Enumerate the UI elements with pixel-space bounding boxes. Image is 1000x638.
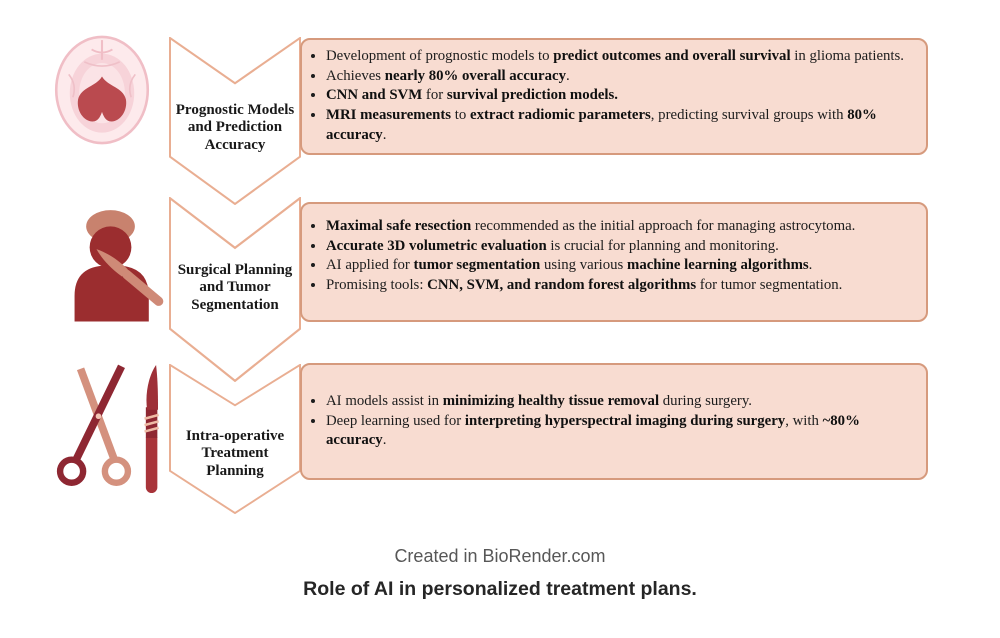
section-label-intraoperative: Intra-operative Treatment Planning: [185, 428, 285, 479]
bullet-list: [302, 47, 926, 145]
info-box-surgical: [300, 202, 928, 322]
bullet-item: • Promising tools: CNN, SVM, and random forest algorithms for tumor segmentation.: [326, 276, 916, 296]
bullet-item: • Achieves nearly 80% overall accuracy.: [326, 67, 916, 87]
bullet-item: • AI models assist in minimizing healthy tissue removal during surgery.: [326, 392, 916, 412]
bullet-item: • MRI measurements to extract radiomic parameters, predicting survival groups with 80% accuracy.: [326, 106, 916, 145]
bullet-item: • AI applied for tumor segmentation using various machine learning algorithms.: [326, 256, 916, 276]
bullet-item: • Deep learning used for interpreting hyperspectral imaging during surgery, with ~80% accuracy.: [326, 412, 916, 451]
bullet-item: • Accurate 3D volumetric evaluation is crucial for planning and monitoring.: [326, 237, 916, 257]
bullet-item: • CNN and SVM for survival prediction models.: [326, 86, 916, 106]
bullet-list: [302, 392, 926, 451]
section-label-prognostic: Prognostic Models and Prediction Accuracy: [175, 102, 295, 153]
scissors-scalpel-icon: [46, 356, 174, 502]
figure-title: Role of AI in personalized treatment plans.: [303, 578, 697, 600]
info-box-prognostic: [300, 38, 928, 155]
biorender-credit: Created in BioRender.com: [394, 546, 606, 566]
surgeon-icon: [56, 192, 172, 328]
brain-icon: [50, 30, 154, 150]
bullet-list: [302, 217, 926, 296]
section-label-surgical: Surgical Planning and Tumor Segmentation: [177, 262, 293, 313]
info-box-intraoperative: [300, 363, 928, 480]
bullet-item: • Maximal safe resection recommended as the initial approach for managing astrocytoma.: [326, 217, 916, 237]
bullet-item: • Development of prognostic models to predict outcomes and overall survival in glioma patients.: [326, 47, 916, 67]
